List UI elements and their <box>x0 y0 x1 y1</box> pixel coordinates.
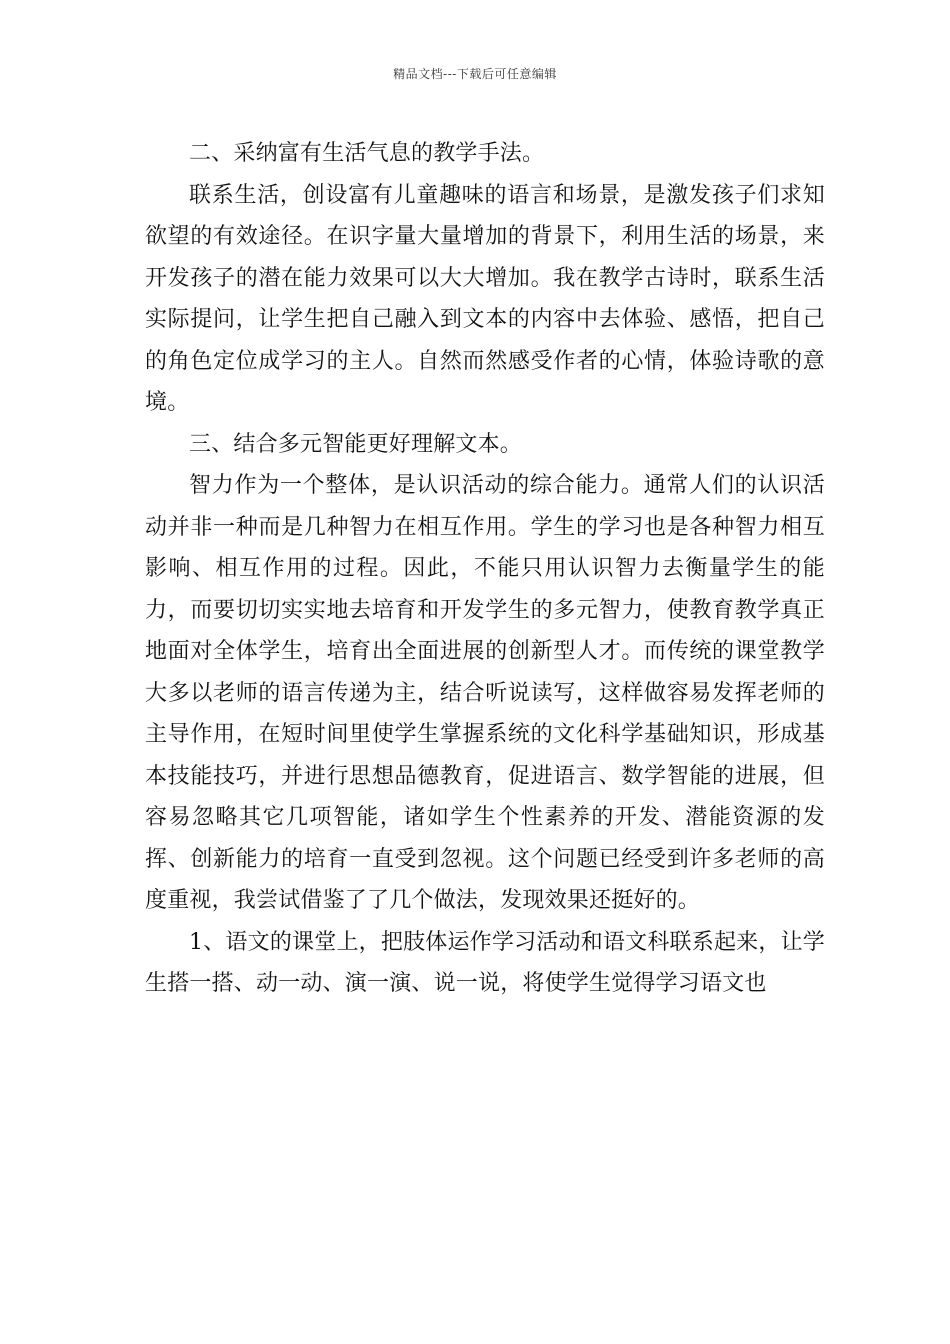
paragraph-point-1: 1、语文的课堂上，把肢体运作学习活动和语文科联系起来，让学生搭一搭、动一动、演一演、说一说，将使学生觉得学习语文也 <box>145 929 825 996</box>
section-heading-2: 二、采纳富有生活气息的教学手法。 <box>189 141 545 166</box>
paragraph-multiple-intelligences: 智力作为一个整体，是认识活动的综合能力。通常人们的认识活动并非一种而是几种智力在相互作用。学生的学习也是各种智力相互影响、相互作用的过程。因此，不能只用认识智力去衡量学生的能力，而要切切实实地去培育和开发学生的多元智力，使教育教学真正地面对全体学生，培育出全面进展的创新型人才。而传统的课堂教学大多以老师的语言传递为主，结合听说读写，这样做容易发挥老师的主导作用，在短时间里使学生掌握系统的文化科学基础知识，形成基本技能技巧，并进行思想品德教育，促进语言、数学智能的进展，但容易忽略其它几项智能，诸如学生个性素养的开发、潜能资源的发挥、创新能力的培育一直受到忽视。这个问题已经受到许多老师的高度重视，我尝试借鉴了了几个做法，发现效果还挺好的。 <box>145 473 825 913</box>
page-header: 精品文档---下载后可任意编辑 <box>393 67 557 81</box>
section-heading-3: 三、结合多元智能更好理解文本。 <box>189 431 523 457</box>
paragraph-life-context: 联系生活，创设富有儿童趣味的语言和场景，是激发孩子们求知欲望的有效途径。在识字量大量增加的背景下，利用生活的场景，来开发孩子的潜在能力效果可以大大增加。我在教学古诗时，联系生活实际提问，让学生把自己融入到文本的内容中去体验、感悟，把自己的角色定位成学习的主人。自然而然感受作者的心情，体验诗歌的意境。 <box>145 182 825 415</box>
document-body <box>145 133 825 1005</box>
